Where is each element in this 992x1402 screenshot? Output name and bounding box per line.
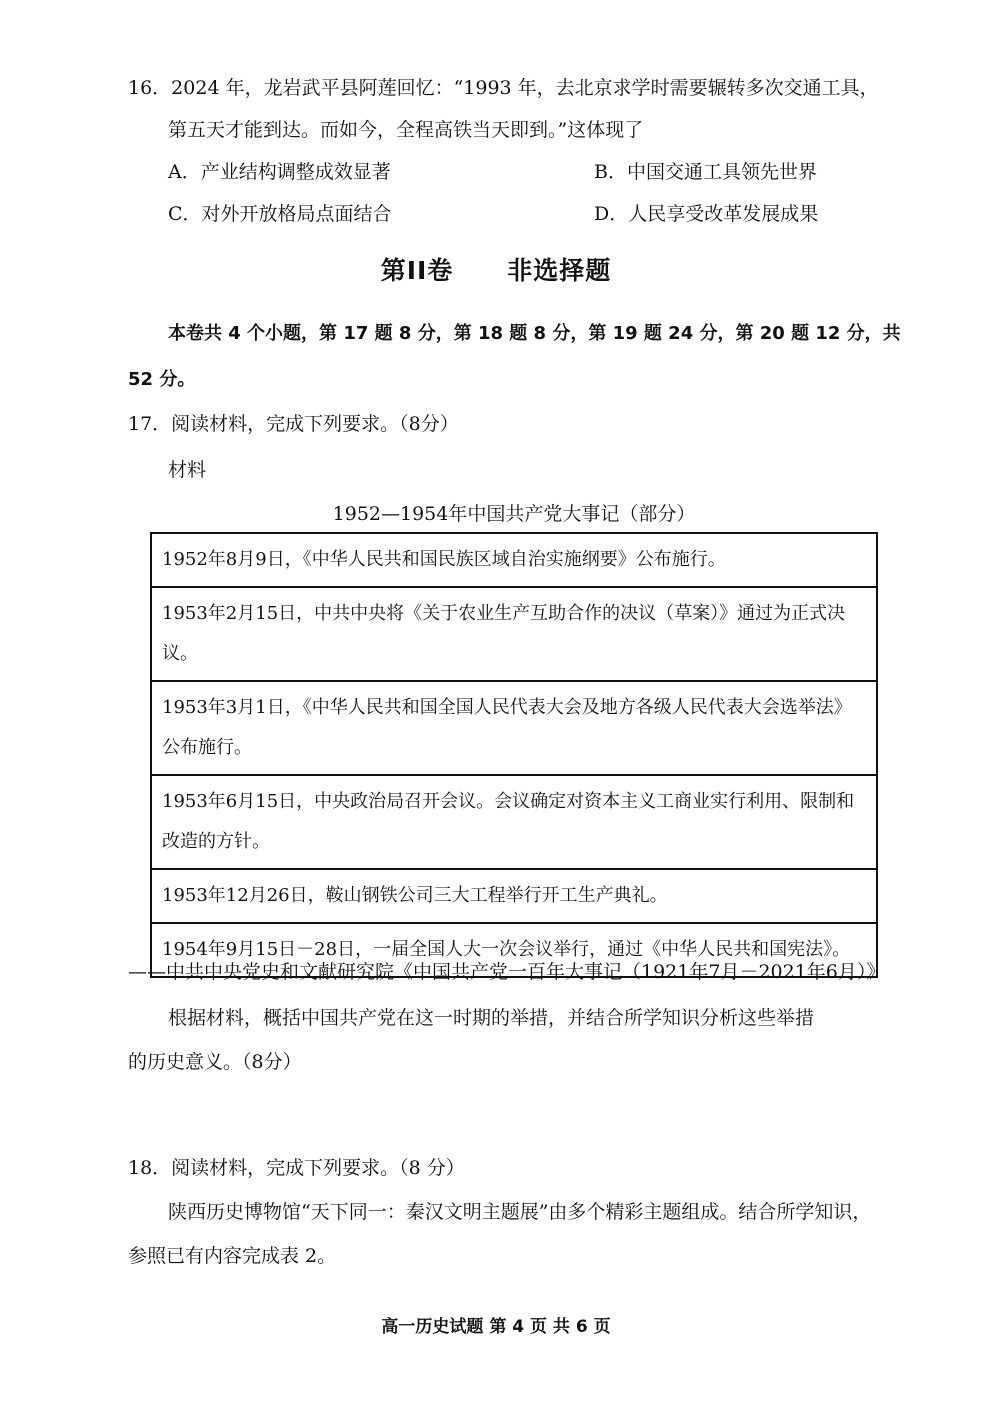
event-cell: 1953年6月15日，中央政治局召开会议。会议确定对资本主义工商业实行利用、限制和改造的方针。	[151, 775, 877, 869]
event-cell: 1953年2月15日，中共中央将《关于农业生产互助合作的决议（草案）》通过为正式决议。	[151, 587, 877, 681]
section-intro-line1: 本卷共 4 个小题，第 17 题 8 分，第 18 题 8 分，第 19 题 24 分，第 20 题 12 分，共	[168, 323, 901, 344]
material-source: ——中共中央党史和文献研究院《中国共产党一百年大事记（1921年7月－2021年6月）》	[128, 961, 886, 983]
question-17-stem: 17．阅读材料，完成下列要求。（8分）	[128, 413, 459, 435]
table-row	[151, 681, 877, 775]
section-title-type: 非选择题	[507, 256, 612, 285]
question-16-option-c: C．对外开放格局点面结合	[168, 203, 392, 225]
question-16-option-d: D．人民享受改革发展成果	[594, 203, 819, 225]
page-footer: 高一历史试题 第 4 页 共 6 页	[381, 1317, 611, 1337]
material-label: 材料	[168, 459, 207, 481]
event-cell: 1953年3月1日，《中华人民共和国全国人民代表大会及地方各级人民代表大会选举法》公布施行。	[151, 681, 877, 775]
question-16-option-a: A．产业结构调整成效显著	[168, 161, 391, 183]
table-row	[151, 533, 877, 587]
question-17-requirement-line2: 的历史意义。（8分）	[128, 1051, 302, 1073]
events-table	[150, 532, 878, 978]
table-row	[151, 587, 877, 681]
table-row	[151, 775, 877, 869]
question-16-option-b: B．中国交通工具领先世界	[594, 161, 817, 183]
event-cell: 1954年9月15日－28日，一届全国人大一次会议举行，通过《中华人民共和国宪法》。	[151, 923, 877, 977]
table-row	[151, 869, 877, 923]
event-cell: 1953年12月26日，鞍山钢铁公司三大工程举行开工生产典礼。	[151, 869, 877, 923]
events-table-title: 1952—1954年中国共产党大事记（部分）	[332, 503, 696, 525]
section-title-volume: 第II卷	[380, 256, 454, 285]
question-16-stem-line1: 16．2024 年，龙岩武平县阿莲回忆：“1993 年，去北京求学时需要辗转多次交通工具，	[128, 77, 879, 99]
question-18-material-line2: 参照已有内容完成表 2。	[128, 1245, 337, 1267]
section-intro-line2: 52 分。	[128, 369, 196, 390]
question-16-stem-line2: 第五天才能到达。而如今，全程高铁当天即到。”这体现了	[168, 119, 644, 141]
question-18-material-line1: 陕西历史博物馆“天下同一：秦汉文明主题展”由多个精彩主题组成。结合所学知识，	[168, 1201, 872, 1223]
question-17-requirement-line1: 根据材料，概括中国共产党在这一时期的举措，并结合所学知识分析这些举措	[168, 1007, 815, 1029]
question-18-stem: 18．阅读材料，完成下列要求。（8 分）	[128, 1157, 465, 1179]
event-cell: 1952年8月9日，《中华人民共和国民族区域自治实施纲要》公布施行。	[151, 533, 877, 587]
section-title	[0, 256, 992, 286]
